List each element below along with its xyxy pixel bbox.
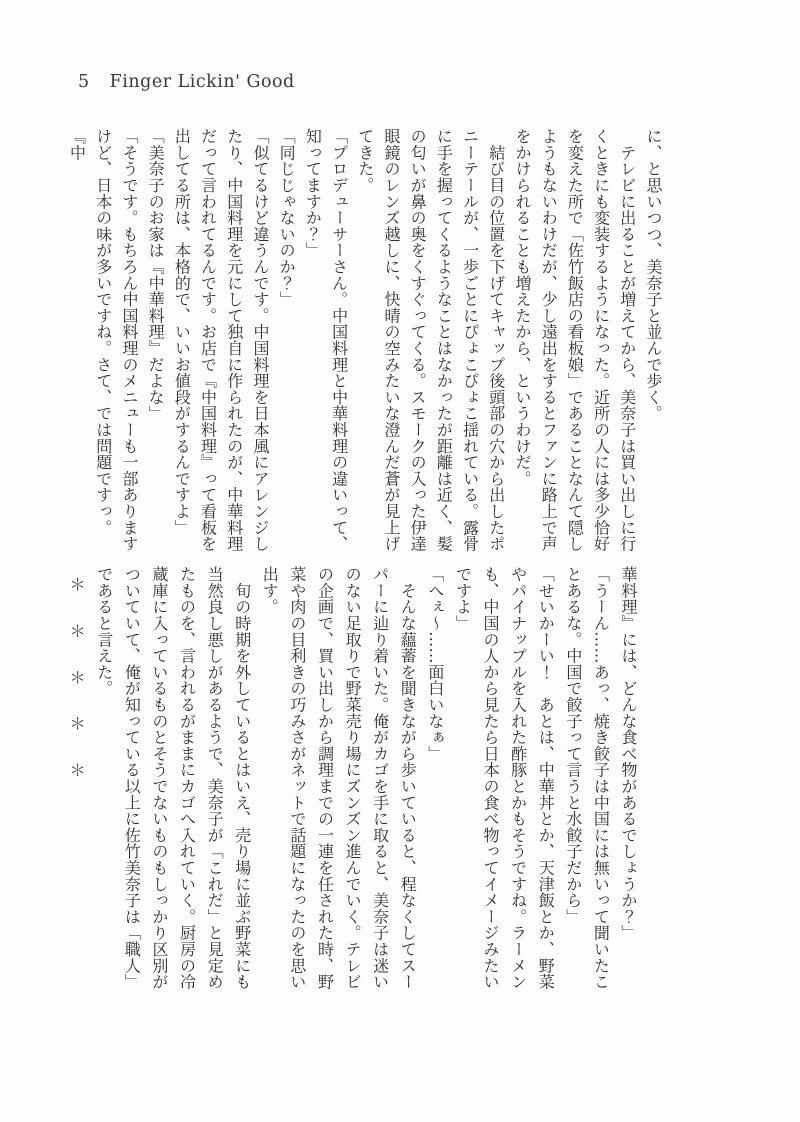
text-column: 菜や肉の目利きの巧みさがネットで話題になったのを思い [287,566,307,990]
text-column: 華料理』には、どんな食べ物があるでしょうか？」 [619,566,638,941]
text-column: 「美奈子のお家は『中華料理』だよな」 [146,128,166,422]
text-column: けど、日本の味が多いですね。さて、では問題ですっ。『中 [67,128,113,536]
text-column: そんな蘊蓄を聞きながら歩いていると、程なくしてスー [398,566,418,990]
text-column: 出してる所は、本格的で、いいお値段がするんですよ」 [172,128,192,536]
text-column: 眼鏡のレンズ越しに、快晴の空みたいな澄んだ蒼が見上げ [381,128,401,552]
text-column: 「そうです。もちろん中国料理のメニューも一部あります [119,128,139,552]
text-column: ですよ」 [453,566,473,632]
text-column: に、と思いつつ、美奈子と並んで歩く。 [644,128,663,422]
text-column: 「せいかーい！ あとは、中華丼とか、天津飯とか、野菜 [536,566,556,990]
text-column: の匂いが鼻の奥をくすぐってくる。スモークの入った伊達 [408,128,428,552]
page-number: 5 [78,72,90,92]
text-column: 結び目の位置を下げてキャップ後頭部の穴から出したポ [486,128,506,552]
text-column: 「同じじゃないのか？」 [277,128,297,308]
text-column: テレビに出ることが増えてから、美奈子は買い出しに行 [617,128,637,552]
text-column: 「プロデューサーさん。中国料理と中華料理の違いって、 [329,128,349,552]
text-column: たり、中国料理を元にして独自に作られたのが、中華料理 [224,128,244,552]
text-column: やパイナップルを入れた酢豚とかもそうですね。ラーメン [508,566,528,990]
text-column: ニーテールが、一歩ごとにぴょこぴょこ揺れている。露骨 [460,128,480,552]
text-column: くときにも変装するようになった。近所の人には多少恰好 [591,128,611,552]
text-column: も、中国の人から見たら日本の食べ物ってイメージみたい [481,566,501,990]
text-column: ＊＊＊＊＊ [67,576,87,808]
chapter-title: Finger Lickin' Good [109,72,295,92]
text-column: の企画で、買い出しから調理までの一連を任された時、野 [315,566,335,990]
text-column: てきた。 [355,128,375,194]
text-column: のない足取りで野菜売り場にズンズン進んでいく。テレビ [343,566,363,990]
text-column: 「へぇ〜……面白いなぁ」 [425,566,445,762]
text-column: パーに辿り着いた。俺がカゴを手に取ると、美奈子は迷い [370,566,390,990]
text-column: ようもないわけだが、少し遠出をするとファンに路上で声 [539,128,559,552]
text-column: ついていて、俺が知っている以上に佐竹美奈子は「職人」 [122,566,142,990]
text-column: だって言われてるんです。お店で『中国料理』って看板を [198,128,218,552]
text-column: をかけられることも増えたから、というわけだ。 [512,128,532,487]
text-block-lower [60,566,642,1002]
text-column: たものを、言われるがままにカゴへ入れていく。厨房の冷 [177,566,197,990]
text-column: 旬の時期を外しているとはいえ、売り場に並ぶ野菜にも [232,566,252,990]
text-column: 「うーん……あっ、焼き餃子は中国には無いって聞いたこ [591,566,611,990]
text-column: 出す。 [260,566,280,615]
text-column: 当然良し悪しがあるようで、美奈子が「これだ」と見定め [205,566,225,990]
page-header [78,72,295,92]
text-column: を変えた所で「佐竹飯店の看板娘」であることなんて隠し [565,128,585,552]
text-column: であると言えた。 [94,566,114,697]
text-column: 知ってますか？」 [303,128,323,259]
text-column: 蔵庫に入っているものとそうでないものもしっかり区別が [149,566,169,990]
text-column: とあるな。中国で餃子って言うと水餃子だから」 [563,566,583,925]
text-column: に手を握ってくるようなことはなかったが距離は近く、髪 [434,128,454,552]
text-column: 「似てるけど違うんです。中国料理を日本風にアレンジし [250,128,270,552]
text-block-upper [67,128,666,554]
